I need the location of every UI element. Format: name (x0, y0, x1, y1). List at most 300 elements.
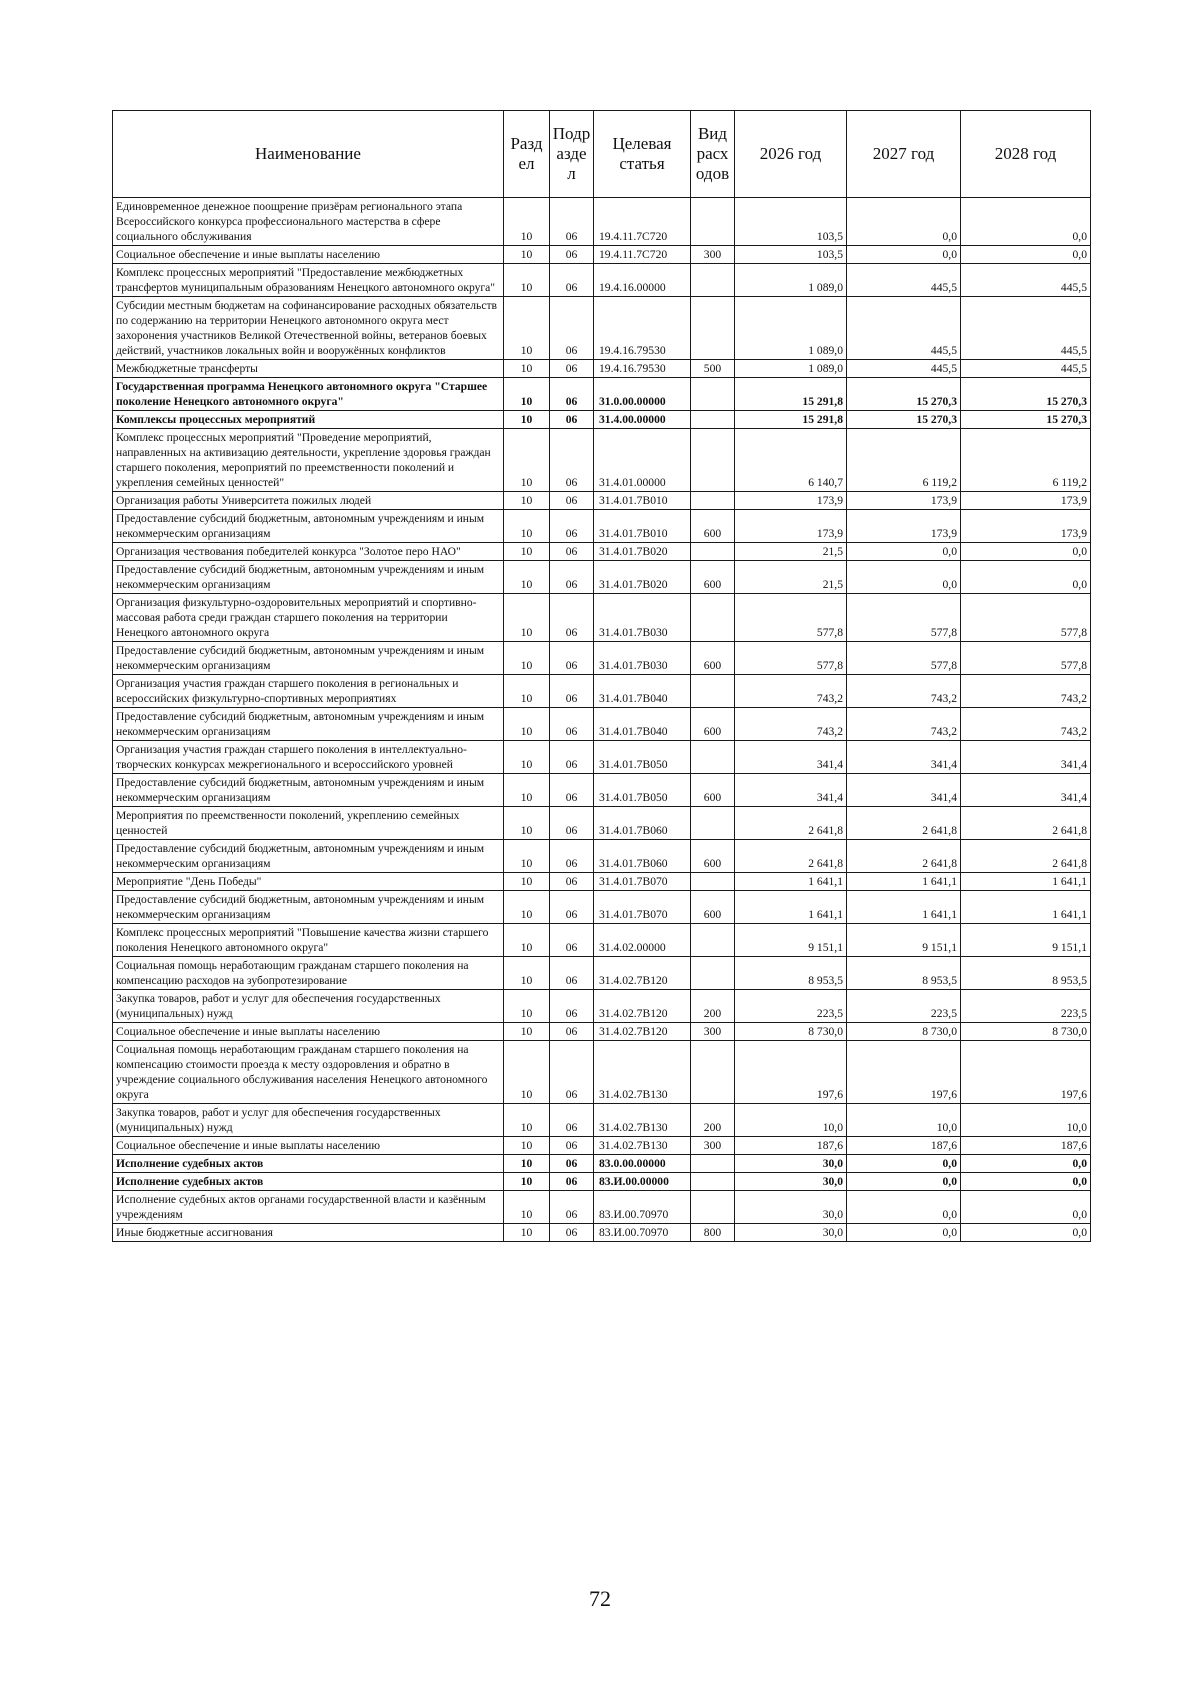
row-name-cell: Единовременное денежное поощрение призёрам регионального этапа Всероссийского конкурса профессионального мастерства в сфере социального обслуживания (113, 198, 504, 246)
row-2028-cell: 15 270,3 (961, 411, 1091, 429)
row-expense-type-cell (691, 1155, 735, 1173)
row-target-cell: 31.4.01.7В050 (594, 774, 691, 807)
header-subsection: Подр азде л (550, 111, 594, 198)
table-row (113, 1155, 1091, 1173)
row-section-cell: 10 (504, 492, 550, 510)
table-row (113, 708, 1091, 741)
row-2027-cell: 577,8 (847, 594, 961, 642)
row-subsection-cell: 06 (550, 873, 594, 891)
table-row (113, 957, 1091, 990)
row-2028-cell: 223,5 (961, 990, 1091, 1023)
row-section-cell: 10 (504, 840, 550, 873)
row-name-cell: Социальное обеспечение и иные выплаты населению (113, 1137, 504, 1155)
row-name-cell: Предоставление субсидий бюджетным, автономным учреждениям и иным некоммерческим организациям (113, 510, 504, 543)
row-target-cell: 31.4.01.7В020 (594, 561, 691, 594)
row-section-cell: 10 (504, 1041, 550, 1104)
row-name-cell: Закупка товаров, работ и услуг для обеспечения государственных (муниципальных) нужд (113, 1104, 504, 1137)
row-section-cell: 10 (504, 1173, 550, 1191)
row-2026-cell: 223,5 (735, 990, 847, 1023)
row-subsection-cell: 06 (550, 891, 594, 924)
row-2026-cell: 1 089,0 (735, 297, 847, 360)
row-target-cell: 83.0.00.00000 (594, 1155, 691, 1173)
row-subsection-cell: 06 (550, 198, 594, 246)
row-section-cell: 10 (504, 1224, 550, 1242)
row-2028-cell: 6 119,2 (961, 429, 1091, 492)
row-subsection-cell: 06 (550, 741, 594, 774)
row-2028-cell: 0,0 (961, 246, 1091, 264)
row-2027-cell: 6 119,2 (847, 429, 961, 492)
row-name-cell: Социальная помощь неработающим гражданам старшего поколения на компенсацию стоимости проезда к месту оздоровления и обратно в учреждение социального обслуживания населения Ненецкого автономного округа (113, 1041, 504, 1104)
row-target-cell: 83.И.00.00000 (594, 1173, 691, 1191)
row-2028-cell: 0,0 (961, 561, 1091, 594)
table-body (113, 198, 1091, 1242)
header-row (113, 111, 1091, 198)
row-target-cell: 31.4.02.7В120 (594, 990, 691, 1023)
row-subsection-cell: 06 (550, 492, 594, 510)
row-2027-cell: 9 151,1 (847, 924, 961, 957)
row-name-cell: Исполнение судебных актов органами государственной власти и казённым учреждениям (113, 1191, 504, 1224)
row-2028-cell: 0,0 (961, 1173, 1091, 1191)
row-name-cell: Закупка товаров, работ и услуг для обеспечения государственных (муниципальных) нужд (113, 990, 504, 1023)
row-name-cell: Предоставление субсидий бюджетным, автономным учреждениям и иным некоммерческим организациям (113, 840, 504, 873)
header-2026: 2026 год (735, 111, 847, 198)
row-target-cell: 31.0.00.00000 (594, 378, 691, 411)
row-section-cell: 10 (504, 429, 550, 492)
row-2027-cell: 15 270,3 (847, 378, 961, 411)
row-section-cell: 10 (504, 561, 550, 594)
row-name-cell: Комплекс процессных мероприятий "Проведение мероприятий, направленных на активизацию деятельности, укрепление здоровья граждан старшего поколения, мероприятий по преемственности поколений и укрепления семейных ценностей" (113, 429, 504, 492)
row-2026-cell: 30,0 (735, 1173, 847, 1191)
row-2026-cell: 577,8 (735, 594, 847, 642)
row-2028-cell: 1 641,1 (961, 891, 1091, 924)
row-expense-type-cell: 600 (691, 708, 735, 741)
table-row (113, 429, 1091, 492)
row-2026-cell: 30,0 (735, 1191, 847, 1224)
row-target-cell: 31.4.01.7В060 (594, 840, 691, 873)
row-2026-cell: 30,0 (735, 1155, 847, 1173)
table-row (113, 642, 1091, 675)
table-row (113, 675, 1091, 708)
row-2027-cell: 1 641,1 (847, 873, 961, 891)
table-row (113, 246, 1091, 264)
row-2027-cell: 341,4 (847, 774, 961, 807)
row-2027-cell: 0,0 (847, 561, 961, 594)
row-target-cell: 31.4.01.7В060 (594, 807, 691, 840)
row-target-cell: 19.4.16.00000 (594, 264, 691, 297)
row-expense-type-cell (691, 957, 735, 990)
table-row (113, 1023, 1091, 1041)
row-2026-cell: 341,4 (735, 741, 847, 774)
row-expense-type-cell: 600 (691, 891, 735, 924)
row-subsection-cell: 06 (550, 807, 594, 840)
header-2027: 2027 год (847, 111, 961, 198)
row-2027-cell: 2 641,8 (847, 840, 961, 873)
row-2027-cell: 197,6 (847, 1041, 961, 1104)
row-2028-cell: 187,6 (961, 1137, 1091, 1155)
row-subsection-cell: 06 (550, 1155, 594, 1173)
row-2027-cell: 173,9 (847, 492, 961, 510)
row-subsection-cell: 06 (550, 510, 594, 543)
row-subsection-cell: 06 (550, 1023, 594, 1041)
row-section-cell: 10 (504, 708, 550, 741)
page-number: 72 (589, 1586, 611, 1611)
row-name-cell: Организация чествования победителей конкурса "Золотое перо НАО" (113, 543, 504, 561)
row-target-cell: 31.4.01.7В070 (594, 891, 691, 924)
row-expense-type-cell: 800 (691, 1224, 735, 1242)
row-2026-cell: 1 089,0 (735, 264, 847, 297)
row-target-cell: 83.И.00.70970 (594, 1191, 691, 1224)
row-target-cell: 19.4.11.7С720 (594, 198, 691, 246)
header-target: Целевая статья (594, 111, 691, 198)
row-subsection-cell: 06 (550, 1191, 594, 1224)
row-name-cell: Организация участия граждан старшего поколения в региональных и всероссийских физкультурно-спортивных мероприятиях (113, 675, 504, 708)
row-subsection-cell: 06 (550, 297, 594, 360)
header-expense-type: Вид расх одов (691, 111, 735, 198)
row-target-cell: 31.4.01.7В040 (594, 675, 691, 708)
row-2028-cell: 341,4 (961, 741, 1091, 774)
row-expense-type-cell (691, 429, 735, 492)
row-2026-cell: 103,5 (735, 246, 847, 264)
row-2026-cell: 1 089,0 (735, 360, 847, 378)
row-2028-cell: 445,5 (961, 264, 1091, 297)
row-2028-cell: 445,5 (961, 297, 1091, 360)
row-2028-cell: 173,9 (961, 510, 1091, 543)
row-target-cell: 31.4.01.7В030 (594, 594, 691, 642)
row-expense-type-cell: 300 (691, 1023, 735, 1041)
row-section-cell: 10 (504, 807, 550, 840)
row-2028-cell: 10,0 (961, 1104, 1091, 1137)
row-2027-cell: 187,6 (847, 1137, 961, 1155)
row-name-cell: Социальная помощь неработающим гражданам старшего поколения на компенсацию расходов на зубопротезирование (113, 957, 504, 990)
row-subsection-cell: 06 (550, 561, 594, 594)
table-row (113, 492, 1091, 510)
row-2027-cell: 0,0 (847, 1155, 961, 1173)
row-2026-cell: 21,5 (735, 561, 847, 594)
row-subsection-cell: 06 (550, 1224, 594, 1242)
row-expense-type-cell (691, 873, 735, 891)
row-2027-cell: 445,5 (847, 360, 961, 378)
row-subsection-cell: 06 (550, 774, 594, 807)
row-section-cell: 10 (504, 360, 550, 378)
row-target-cell: 31.4.01.7В040 (594, 708, 691, 741)
row-subsection-cell: 06 (550, 246, 594, 264)
row-subsection-cell: 06 (550, 429, 594, 492)
row-target-cell: 31.4.01.7В010 (594, 510, 691, 543)
row-2027-cell: 0,0 (847, 1224, 961, 1242)
row-target-cell: 31.4.01.7В030 (594, 642, 691, 675)
row-section-cell: 10 (504, 264, 550, 297)
table-row (113, 378, 1091, 411)
row-expense-type-cell (691, 264, 735, 297)
row-2028-cell: 577,8 (961, 594, 1091, 642)
row-2027-cell: 8 730,0 (847, 1023, 961, 1041)
row-2027-cell: 173,9 (847, 510, 961, 543)
row-2026-cell: 103,5 (735, 198, 847, 246)
row-2027-cell: 0,0 (847, 1191, 961, 1224)
table-row (113, 774, 1091, 807)
row-expense-type-cell: 600 (691, 840, 735, 873)
row-target-cell: 83.И.00.70970 (594, 1224, 691, 1242)
row-subsection-cell: 06 (550, 957, 594, 990)
row-expense-type-cell (691, 492, 735, 510)
row-2027-cell: 8 953,5 (847, 957, 961, 990)
row-section-cell: 10 (504, 1155, 550, 1173)
row-target-cell: 31.4.01.7В050 (594, 741, 691, 774)
row-2026-cell: 341,4 (735, 774, 847, 807)
row-expense-type-cell (691, 543, 735, 561)
header-2028: 2028 год (961, 111, 1091, 198)
row-expense-type-cell (691, 675, 735, 708)
budget-table (112, 110, 1091, 1242)
row-2027-cell: 743,2 (847, 675, 961, 708)
table-row (113, 198, 1091, 246)
row-name-cell: Межбюджетные трансферты (113, 360, 504, 378)
row-2026-cell: 173,9 (735, 492, 847, 510)
row-2027-cell: 1 641,1 (847, 891, 961, 924)
row-target-cell: 19.4.11.7С720 (594, 246, 691, 264)
row-name-cell: Комплекс процессных мероприятий "Повышение качества жизни старшего поколения Ненецкого автономного округа" (113, 924, 504, 957)
row-section-cell: 10 (504, 1023, 550, 1041)
row-subsection-cell: 06 (550, 708, 594, 741)
table-row (113, 807, 1091, 840)
table-row (113, 891, 1091, 924)
table-row (113, 411, 1091, 429)
table-row (113, 741, 1091, 774)
row-name-cell: Организация участия граждан старшего поколения в интеллектуально-творческих конкурсах межрегионального и всероссийского уровней (113, 741, 504, 774)
row-section-cell: 10 (504, 411, 550, 429)
row-section-cell: 10 (504, 1104, 550, 1137)
row-2027-cell: 445,5 (847, 297, 961, 360)
table-row (113, 297, 1091, 360)
row-target-cell: 31.4.02.7В130 (594, 1041, 691, 1104)
row-name-cell: Субсидии местным бюджетам на софинансирование расходных обязательств по содержанию на территории Ненецкого автономного округа мест захоронения участников Великой Отечественной войны, ветеранов боевых действий, участников локальных войн и вооружённых конфликтов (113, 297, 504, 360)
row-2026-cell: 10,0 (735, 1104, 847, 1137)
row-section-cell: 10 (504, 594, 550, 642)
row-2028-cell: 9 151,1 (961, 924, 1091, 957)
row-target-cell: 31.4.01.7В070 (594, 873, 691, 891)
table-row (113, 594, 1091, 642)
row-target-cell: 31.4.02.00000 (594, 924, 691, 957)
row-2028-cell: 197,6 (961, 1041, 1091, 1104)
row-name-cell: Социальное обеспечение и иные выплаты населению (113, 246, 504, 264)
row-subsection-cell: 06 (550, 924, 594, 957)
table-row (113, 264, 1091, 297)
row-2028-cell: 0,0 (961, 1224, 1091, 1242)
row-2027-cell: 743,2 (847, 708, 961, 741)
row-expense-type-cell: 600 (691, 774, 735, 807)
row-subsection-cell: 06 (550, 642, 594, 675)
row-name-cell: Организация работы Университета пожилых людей (113, 492, 504, 510)
row-target-cell: 31.4.02.7В120 (594, 1023, 691, 1041)
row-subsection-cell: 06 (550, 1041, 594, 1104)
row-name-cell: Предоставление субсидий бюджетным, автономным учреждениям и иным некоммерческим организациям (113, 561, 504, 594)
row-expense-type-cell (691, 924, 735, 957)
row-2028-cell: 341,4 (961, 774, 1091, 807)
row-2027-cell: 2 641,8 (847, 807, 961, 840)
row-expense-type-cell (691, 378, 735, 411)
table-row (113, 510, 1091, 543)
row-section-cell: 10 (504, 924, 550, 957)
row-section-cell: 10 (504, 246, 550, 264)
row-2026-cell: 1 641,1 (735, 891, 847, 924)
row-2026-cell: 577,8 (735, 642, 847, 675)
row-2028-cell: 15 270,3 (961, 378, 1091, 411)
row-2027-cell: 0,0 (847, 246, 961, 264)
table-row (113, 360, 1091, 378)
row-2027-cell: 577,8 (847, 642, 961, 675)
row-2028-cell: 1 641,1 (961, 873, 1091, 891)
row-2028-cell: 0,0 (961, 198, 1091, 246)
row-2026-cell: 197,6 (735, 1041, 847, 1104)
row-section-cell: 10 (504, 543, 550, 561)
table-row (113, 1104, 1091, 1137)
row-target-cell: 31.4.02.7В130 (594, 1104, 691, 1137)
row-2026-cell: 30,0 (735, 1224, 847, 1242)
row-2027-cell: 341,4 (847, 741, 961, 774)
row-target-cell: 31.4.02.7В130 (594, 1137, 691, 1155)
row-2026-cell: 743,2 (735, 708, 847, 741)
row-expense-type-cell: 500 (691, 360, 735, 378)
row-subsection-cell: 06 (550, 990, 594, 1023)
row-target-cell: 31.4.01.7В020 (594, 543, 691, 561)
row-name-cell: Мероприятие "День Победы" (113, 873, 504, 891)
table-row (113, 990, 1091, 1023)
row-2027-cell: 10,0 (847, 1104, 961, 1137)
row-2026-cell: 2 641,8 (735, 840, 847, 873)
table-row (113, 1191, 1091, 1224)
row-target-cell: 31.4.01.00000 (594, 429, 691, 492)
row-subsection-cell: 06 (550, 1104, 594, 1137)
row-2026-cell: 1 641,1 (735, 873, 847, 891)
row-2026-cell: 9 151,1 (735, 924, 847, 957)
row-2026-cell: 21,5 (735, 543, 847, 561)
row-expense-type-cell (691, 1191, 735, 1224)
row-subsection-cell: 06 (550, 1137, 594, 1155)
row-target-cell: 31.4.00.00000 (594, 411, 691, 429)
row-expense-type-cell (691, 411, 735, 429)
row-section-cell: 10 (504, 873, 550, 891)
table-row (113, 1041, 1091, 1104)
row-subsection-cell: 06 (550, 675, 594, 708)
row-expense-type-cell (691, 807, 735, 840)
row-2027-cell: 0,0 (847, 543, 961, 561)
row-expense-type-cell: 300 (691, 1137, 735, 1155)
row-expense-type-cell: 200 (691, 1104, 735, 1137)
row-2026-cell: 2 641,8 (735, 807, 847, 840)
row-expense-type-cell (691, 1041, 735, 1104)
row-name-cell: Комплекс процессных мероприятий "Предоставление межбюджетных трансфертов муниципальным образованиям Ненецкого автономного округа" (113, 264, 504, 297)
row-2028-cell: 8 730,0 (961, 1023, 1091, 1041)
row-subsection-cell: 06 (550, 378, 594, 411)
row-2026-cell: 15 291,8 (735, 411, 847, 429)
row-expense-type-cell (691, 741, 735, 774)
row-2026-cell: 8 953,5 (735, 957, 847, 990)
row-section-cell: 10 (504, 198, 550, 246)
row-expense-type-cell (691, 594, 735, 642)
row-section-cell: 10 (504, 990, 550, 1023)
row-section-cell: 10 (504, 1191, 550, 1224)
table-row (113, 1137, 1091, 1155)
table-row (113, 1173, 1091, 1191)
row-name-cell: Исполнение судебных актов (113, 1155, 504, 1173)
row-2028-cell: 743,2 (961, 675, 1091, 708)
row-2026-cell: 15 291,8 (735, 378, 847, 411)
row-name-cell: Комплексы процессных мероприятий (113, 411, 504, 429)
row-expense-type-cell: 600 (691, 561, 735, 594)
row-section-cell: 10 (504, 675, 550, 708)
row-2028-cell: 445,5 (961, 360, 1091, 378)
row-name-cell: Исполнение судебных актов (113, 1173, 504, 1191)
row-subsection-cell: 06 (550, 411, 594, 429)
row-section-cell: 10 (504, 891, 550, 924)
row-name-cell: Предоставление субсидий бюджетным, автономным учреждениям и иным некоммерческим организациям (113, 891, 504, 924)
row-2026-cell: 743,2 (735, 675, 847, 708)
row-section-cell: 10 (504, 741, 550, 774)
row-name-cell: Предоставление субсидий бюджетным, автономным учреждениям и иным некоммерческим организациям (113, 774, 504, 807)
row-subsection-cell: 06 (550, 360, 594, 378)
row-2028-cell: 0,0 (961, 543, 1091, 561)
row-2027-cell: 15 270,3 (847, 411, 961, 429)
row-2026-cell: 6 140,7 (735, 429, 847, 492)
row-section-cell: 10 (504, 774, 550, 807)
row-2026-cell: 8 730,0 (735, 1023, 847, 1041)
row-subsection-cell: 06 (550, 594, 594, 642)
row-2028-cell: 8 953,5 (961, 957, 1091, 990)
row-name-cell: Предоставление субсидий бюджетным, автономным учреждениям и иным некоммерческим организациям (113, 708, 504, 741)
row-name-cell: Иные бюджетные ассигнования (113, 1224, 504, 1242)
row-target-cell: 19.4.16.79530 (594, 297, 691, 360)
row-2027-cell: 445,5 (847, 264, 961, 297)
row-2027-cell: 0,0 (847, 198, 961, 246)
row-subsection-cell: 06 (550, 264, 594, 297)
row-2027-cell: 223,5 (847, 990, 961, 1023)
row-name-cell: Социальное обеспечение и иные выплаты населению (113, 1023, 504, 1041)
row-target-cell: 31.4.02.7В120 (594, 957, 691, 990)
row-2028-cell: 0,0 (961, 1191, 1091, 1224)
row-2028-cell: 743,2 (961, 708, 1091, 741)
row-2028-cell: 173,9 (961, 492, 1091, 510)
row-2028-cell: 2 641,8 (961, 807, 1091, 840)
table-row (113, 840, 1091, 873)
row-target-cell: 19.4.16.79530 (594, 360, 691, 378)
row-name-cell: Организация физкультурно-оздоровительных мероприятий и спортивно-массовая работа среди граждан старшего поколения на территории Ненецкого автономного округа (113, 594, 504, 642)
row-section-cell: 10 (504, 1137, 550, 1155)
row-section-cell: 10 (504, 957, 550, 990)
row-expense-type-cell: 600 (691, 510, 735, 543)
row-expense-type-cell (691, 198, 735, 246)
row-2028-cell: 2 641,8 (961, 840, 1091, 873)
row-name-cell: Предоставление субсидий бюджетным, автономным учреждениям и иным некоммерческим организациям (113, 642, 504, 675)
row-expense-type-cell: 300 (691, 246, 735, 264)
row-section-cell: 10 (504, 510, 550, 543)
row-2026-cell: 187,6 (735, 1137, 847, 1155)
row-subsection-cell: 06 (550, 1173, 594, 1191)
table-row (113, 561, 1091, 594)
table-row (113, 543, 1091, 561)
row-section-cell: 10 (504, 297, 550, 360)
row-name-cell: Мероприятия по преемственности поколений, укреплению семейных ценностей (113, 807, 504, 840)
table-row (113, 873, 1091, 891)
table-row (113, 924, 1091, 957)
row-section-cell: 10 (504, 378, 550, 411)
row-section-cell: 10 (504, 642, 550, 675)
header-name: Наименование (113, 111, 504, 198)
row-expense-type-cell: 200 (691, 990, 735, 1023)
table-row (113, 1224, 1091, 1242)
row-target-cell: 31.4.01.7В010 (594, 492, 691, 510)
header-section: Разд ел (504, 111, 550, 198)
row-2026-cell: 173,9 (735, 510, 847, 543)
